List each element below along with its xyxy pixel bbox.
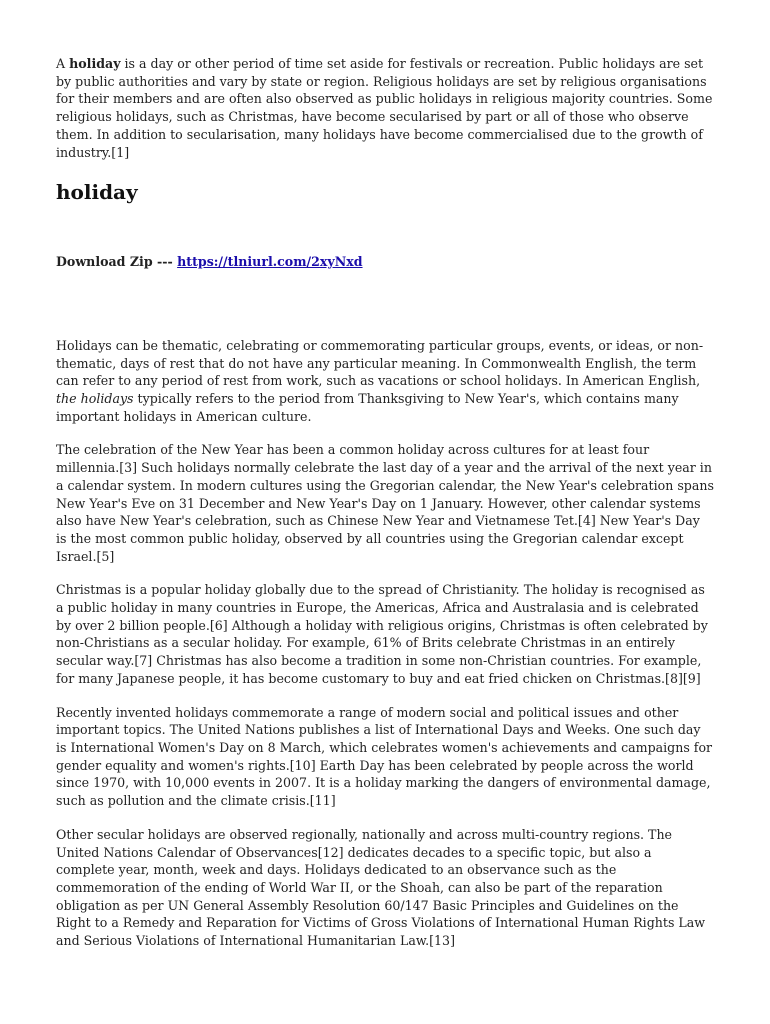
- paragraph-new-year: The celebration of the New Year has been a common holiday across cultures for at least four millennia.[3] Such holidays normally celebrate the last day of a year and the arrival of the next year in a calendar system. In modern cultures using the Gregorian calendar, the New Year's celebration spans New Year's Eve on 31 December and New Year's Day on 1 January. However, other calendar systems also have New Year's celebration, such as Chinese New Year and Vietnamese Tet.[4] New Year's Day is the most common public holiday, observed by all countries using the Gregorian calendar except Israel.[5]: [56, 442, 714, 564]
- paragraph-modern-holidays: Recently invented holidays commemorate a range of modern social and political issues and other important topics. The United Nations publishes a list of International Days and Weeks. One such day is International Women's Day on 8 March, which celebrates women's achievements and campaigns for gender equality and women's rights.[10] Earth Day has been celebrated by people across the world since 1970, with 10,000 events in 2007. It is a holiday marking the dangers of environmental damage, such as pollution and the climate crisis.[11]: [56, 704, 713, 809]
- download-label: Download Zip ---: [56, 254, 173, 270]
- paragraph-secular-holidays: Other secular holidays are observed regionally, nationally and across multi-country regions. The United Nations Calendar of Observances[12] dedicates decades to a specific topic, but also a complete year, month, week and days. Holidays dedicated to an observance such as the commemoration of the ending of World War II, or the Shoah, can also be part of the reparation obligation as per UN General Assembly Resolution 60/147 Basic Principles and Guidelines on the Right to a Remedy and Reparation for Victims of Gross Violations of International Human Rights Law and Serious Violations of International Humanitarian Law.[13]: [56, 826, 706, 949]
- intro-bold-term: holiday: [69, 56, 121, 71]
- download-line: [56, 253, 714, 271]
- intro-text-post: is a day or other period of time set aside for festivals or recreation. Public holidays are set by public authorities and vary by state or region. Religious holidays are set by religious organisations for their members and are often also observed as public holidays in religious majority countries. Some religious holidays, such as Christmas, have become secularised by part or all of those who observe them. In addition to secularisation, many holidays have become commercialised due to the growth of industry.[1]: [56, 56, 713, 160]
- paragraph-thematic: [56, 337, 714, 426]
- page-heading: holiday: [56, 180, 138, 205]
- download-link[interactable]: https://tlniurl.com/2xyNxd: [177, 254, 363, 270]
- intro-text-pre: A: [56, 56, 70, 71]
- paragraph-thematic-pre: Holidays can be thematic, celebrating or commemorating particular groups, events, or ideas, or non-thematic, days of rest that do not have any particular meaning. In Commonwealth English, the term can refer to any period of rest from work, such as vacations or school holidays. In American English,: [56, 337, 704, 389]
- intro-paragraph: [56, 55, 714, 161]
- paragraph-thematic-post: typically refers to the period from Thanksgiving to New Year's, which contains many important holidays in American culture.: [56, 391, 679, 424]
- paragraph-christmas: Christmas is a popular holiday globally due to the spread of Christianity. The holiday is recognised as a public holiday in many countries in Europe, the Americas, Africa and Australasia and is celebrated by over 2 billion people.[6] Although a holiday with religious origins, Christmas is often celebrated by non-Christians as a secular holiday. For example, 61% of Brits celebrate Christmas in an entirely secular way.[7] Christmas has also become a tradition in some non-Christian countries. For example, for many Japanese people, it has become customary to buy and eat fried chicken on Christmas.[8][9]: [56, 582, 708, 686]
- paragraph-thematic-italic: the holidays: [56, 391, 134, 407]
